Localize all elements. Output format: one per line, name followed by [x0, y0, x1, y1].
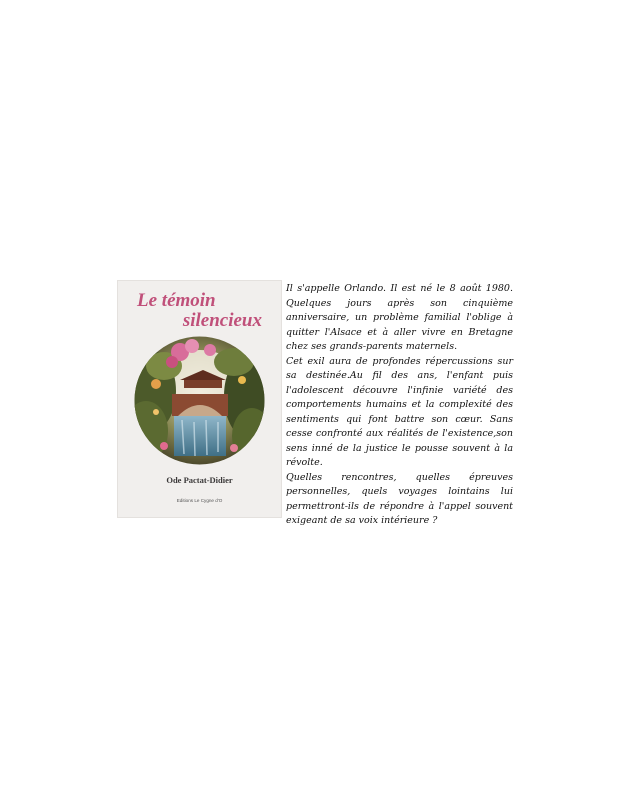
cover-garden-painting	[134, 336, 265, 465]
cover-publisher: Editions Le Cygne d'O	[176, 498, 223, 503]
description-paragraph: Cet exil aura de profondes répercussions sur sa destinée.Au fil des ans, l'enfant puis l'adolescent découvre l'infinie variété des comportements humains et la complexité des sentiments qui font battre son cœur. Sans cesse confronté aux réalités de l'existence,son sens inné de la justice le pousse souvent à la révolte.	[286, 355, 513, 468]
cover-author: Ode Pactat-Didier	[166, 475, 233, 485]
description-paragraph: Il s'appelle Orlando. Il est né le 8 août 1980. Quelques jours après son cinquième anniversaire, un problème familial l'oblige à quitter l'Alsace et à aller vivre en Bretagne chez ses grands-parents maternels.	[286, 283, 513, 352]
cover-title-line1: Le témoin	[137, 290, 216, 311]
book-cover	[117, 280, 282, 518]
description-paragraph: Quelles rencontres, quelles épreuves personnelles, quels voyages lointains lui permettront-ils de répondre à l'appel souvent exigeant de sa voix intérieure ?	[286, 471, 513, 526]
book-description	[286, 282, 513, 529]
cover-title-line2: silencieux	[182, 310, 262, 331]
